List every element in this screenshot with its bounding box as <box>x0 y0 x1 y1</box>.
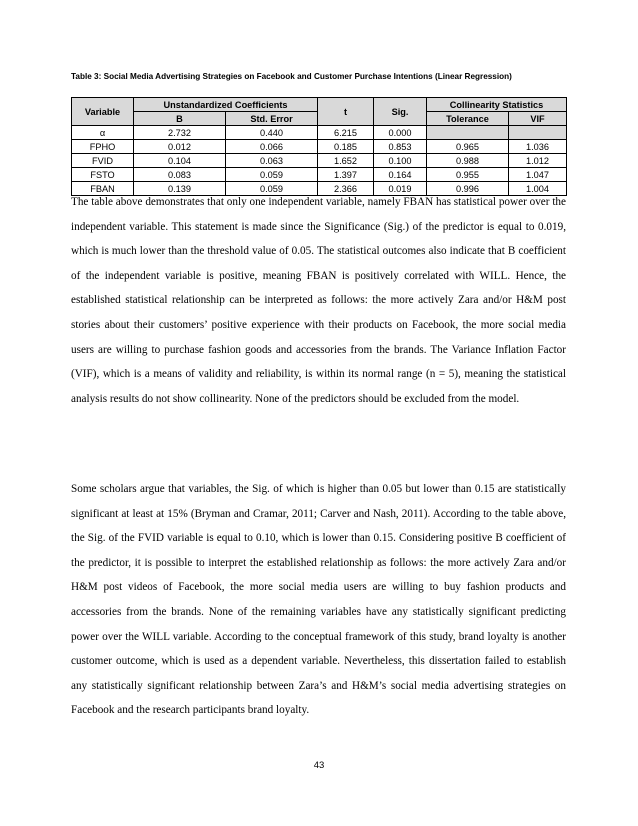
cell-t: 1.397 <box>318 168 374 182</box>
table-row <box>72 140 567 154</box>
cell-variable: FBAN <box>72 182 134 196</box>
cell-variable: FVID <box>72 154 134 168</box>
body-paragraph: The table above demonstrates that only one independent variable, namely FBAN has statistical power over the independent variable. This statement is made since the Significance (Sig.) of the predictor is equal to 0.019, which is much lower than the threshold value of 0.05. The statistical outcomes also indicate that B coefficient of the independent variable is positive, meaning FBAN is positively correlated with WILL. Hence, the established statistical relationship can be interpreted as follows: the more actively Zara and/or H&M post stories about their customers’ positive experience with their products on Facebook, the more social media users are willing to purchase fashion goods and accessories from the brands. The Variance Inflation Factor (VIF), which is a means of validity and reliability, is within its normal range (n = 5), meaning the statistical analysis results do not show collinearity. None of the predictors should be excluded from the model. <box>71 196 566 405</box>
table-row <box>72 126 567 140</box>
regression-table <box>71 97 567 196</box>
cell-b: 0.012 <box>134 140 226 154</box>
cell-tolerance: 0.965 <box>427 140 509 154</box>
page-number: 43 <box>313 760 325 771</box>
cell-sig: 0.853 <box>374 140 427 154</box>
cell-t: 1.652 <box>318 154 374 168</box>
cell-sig: 0.019 <box>374 182 427 196</box>
cell-variable: α <box>72 126 134 140</box>
cell-variable: FSTO <box>72 168 134 182</box>
table-header-row <box>72 98 567 112</box>
cell-b: 2.732 <box>134 126 226 140</box>
header-b: B <box>134 112 226 126</box>
cell-std-error: 0.066 <box>226 140 318 154</box>
table-caption: Table 3: Social Media Advertising Strategies on Facebook and Customer Purchase Intentions (Linear Regression) <box>71 72 512 81</box>
cell-tolerance: 0.996 <box>427 182 509 196</box>
cell-t: 6.215 <box>318 126 374 140</box>
cell-std-error: 0.059 <box>226 182 318 196</box>
cell-variable: FPHO <box>72 140 134 154</box>
header-tolerance: Tolerance <box>427 112 509 126</box>
header-t: t <box>318 98 374 126</box>
cell-std-error: 0.059 <box>226 168 318 182</box>
cell-sig: 0.164 <box>374 168 427 182</box>
cell-vif: 1.036 <box>509 140 567 154</box>
cell-sig: 0.100 <box>374 154 427 168</box>
header-variable: Variable <box>72 98 134 126</box>
cell-b: 0.083 <box>134 168 226 182</box>
cell-t: 2.366 <box>318 182 374 196</box>
cell-std-error: 0.440 <box>226 126 318 140</box>
cell-vif: 1.047 <box>509 168 567 182</box>
cell-std-error: 0.063 <box>226 154 318 168</box>
cell-sig: 0.000 <box>374 126 427 140</box>
cell-t: 0.185 <box>318 140 374 154</box>
header-vif: VIF <box>509 112 567 126</box>
header-std-error: Std. Error <box>226 112 318 126</box>
cell-tolerance: 0.955 <box>427 168 509 182</box>
cell-tolerance <box>427 126 509 140</box>
cell-vif: 1.004 <box>509 182 567 196</box>
cell-b: 0.139 <box>134 182 226 196</box>
cell-tolerance: 0.988 <box>427 154 509 168</box>
cell-vif: 1.012 <box>509 154 567 168</box>
cell-b: 0.104 <box>134 154 226 168</box>
header-sig: Sig. <box>374 98 427 126</box>
header-collinearity: Collinearity Statistics <box>427 98 567 112</box>
body-paragraph: Some scholars argue that variables, the Sig. of which is higher than 0.05 but lower than 0.15 are statistically significant at least at 15% (Bryman and Cramar, 2011; Carver and Nash, 2011). According to the table above, the Sig. of the FVID variable is equal to 0.10, which is lower than 0.15. Considering positive B coefficient of the predictor, it is possible to interpret the established relationship as follows: the more actively Zara and/or H&M post videos of Facebook, the more social media users are willing to buy fashion products and accessories from the brands. None of the remaining variables have any statistically significant predicting power over the WILL variable. According to the conceptual framework of this study, brand loyalty is another customer outcome, which is used as a dependent variable. Nevertheless, this dissertation failed to establish any statistically significant relationship between Zara’s and H&M’s social media advertising strategies on Facebook and the research participants brand loyalty. <box>71 483 566 717</box>
table-row <box>72 168 567 182</box>
header-unstandardized: Unstandardized Coefficients <box>134 98 318 112</box>
table-row <box>72 154 567 168</box>
cell-vif <box>509 126 567 140</box>
